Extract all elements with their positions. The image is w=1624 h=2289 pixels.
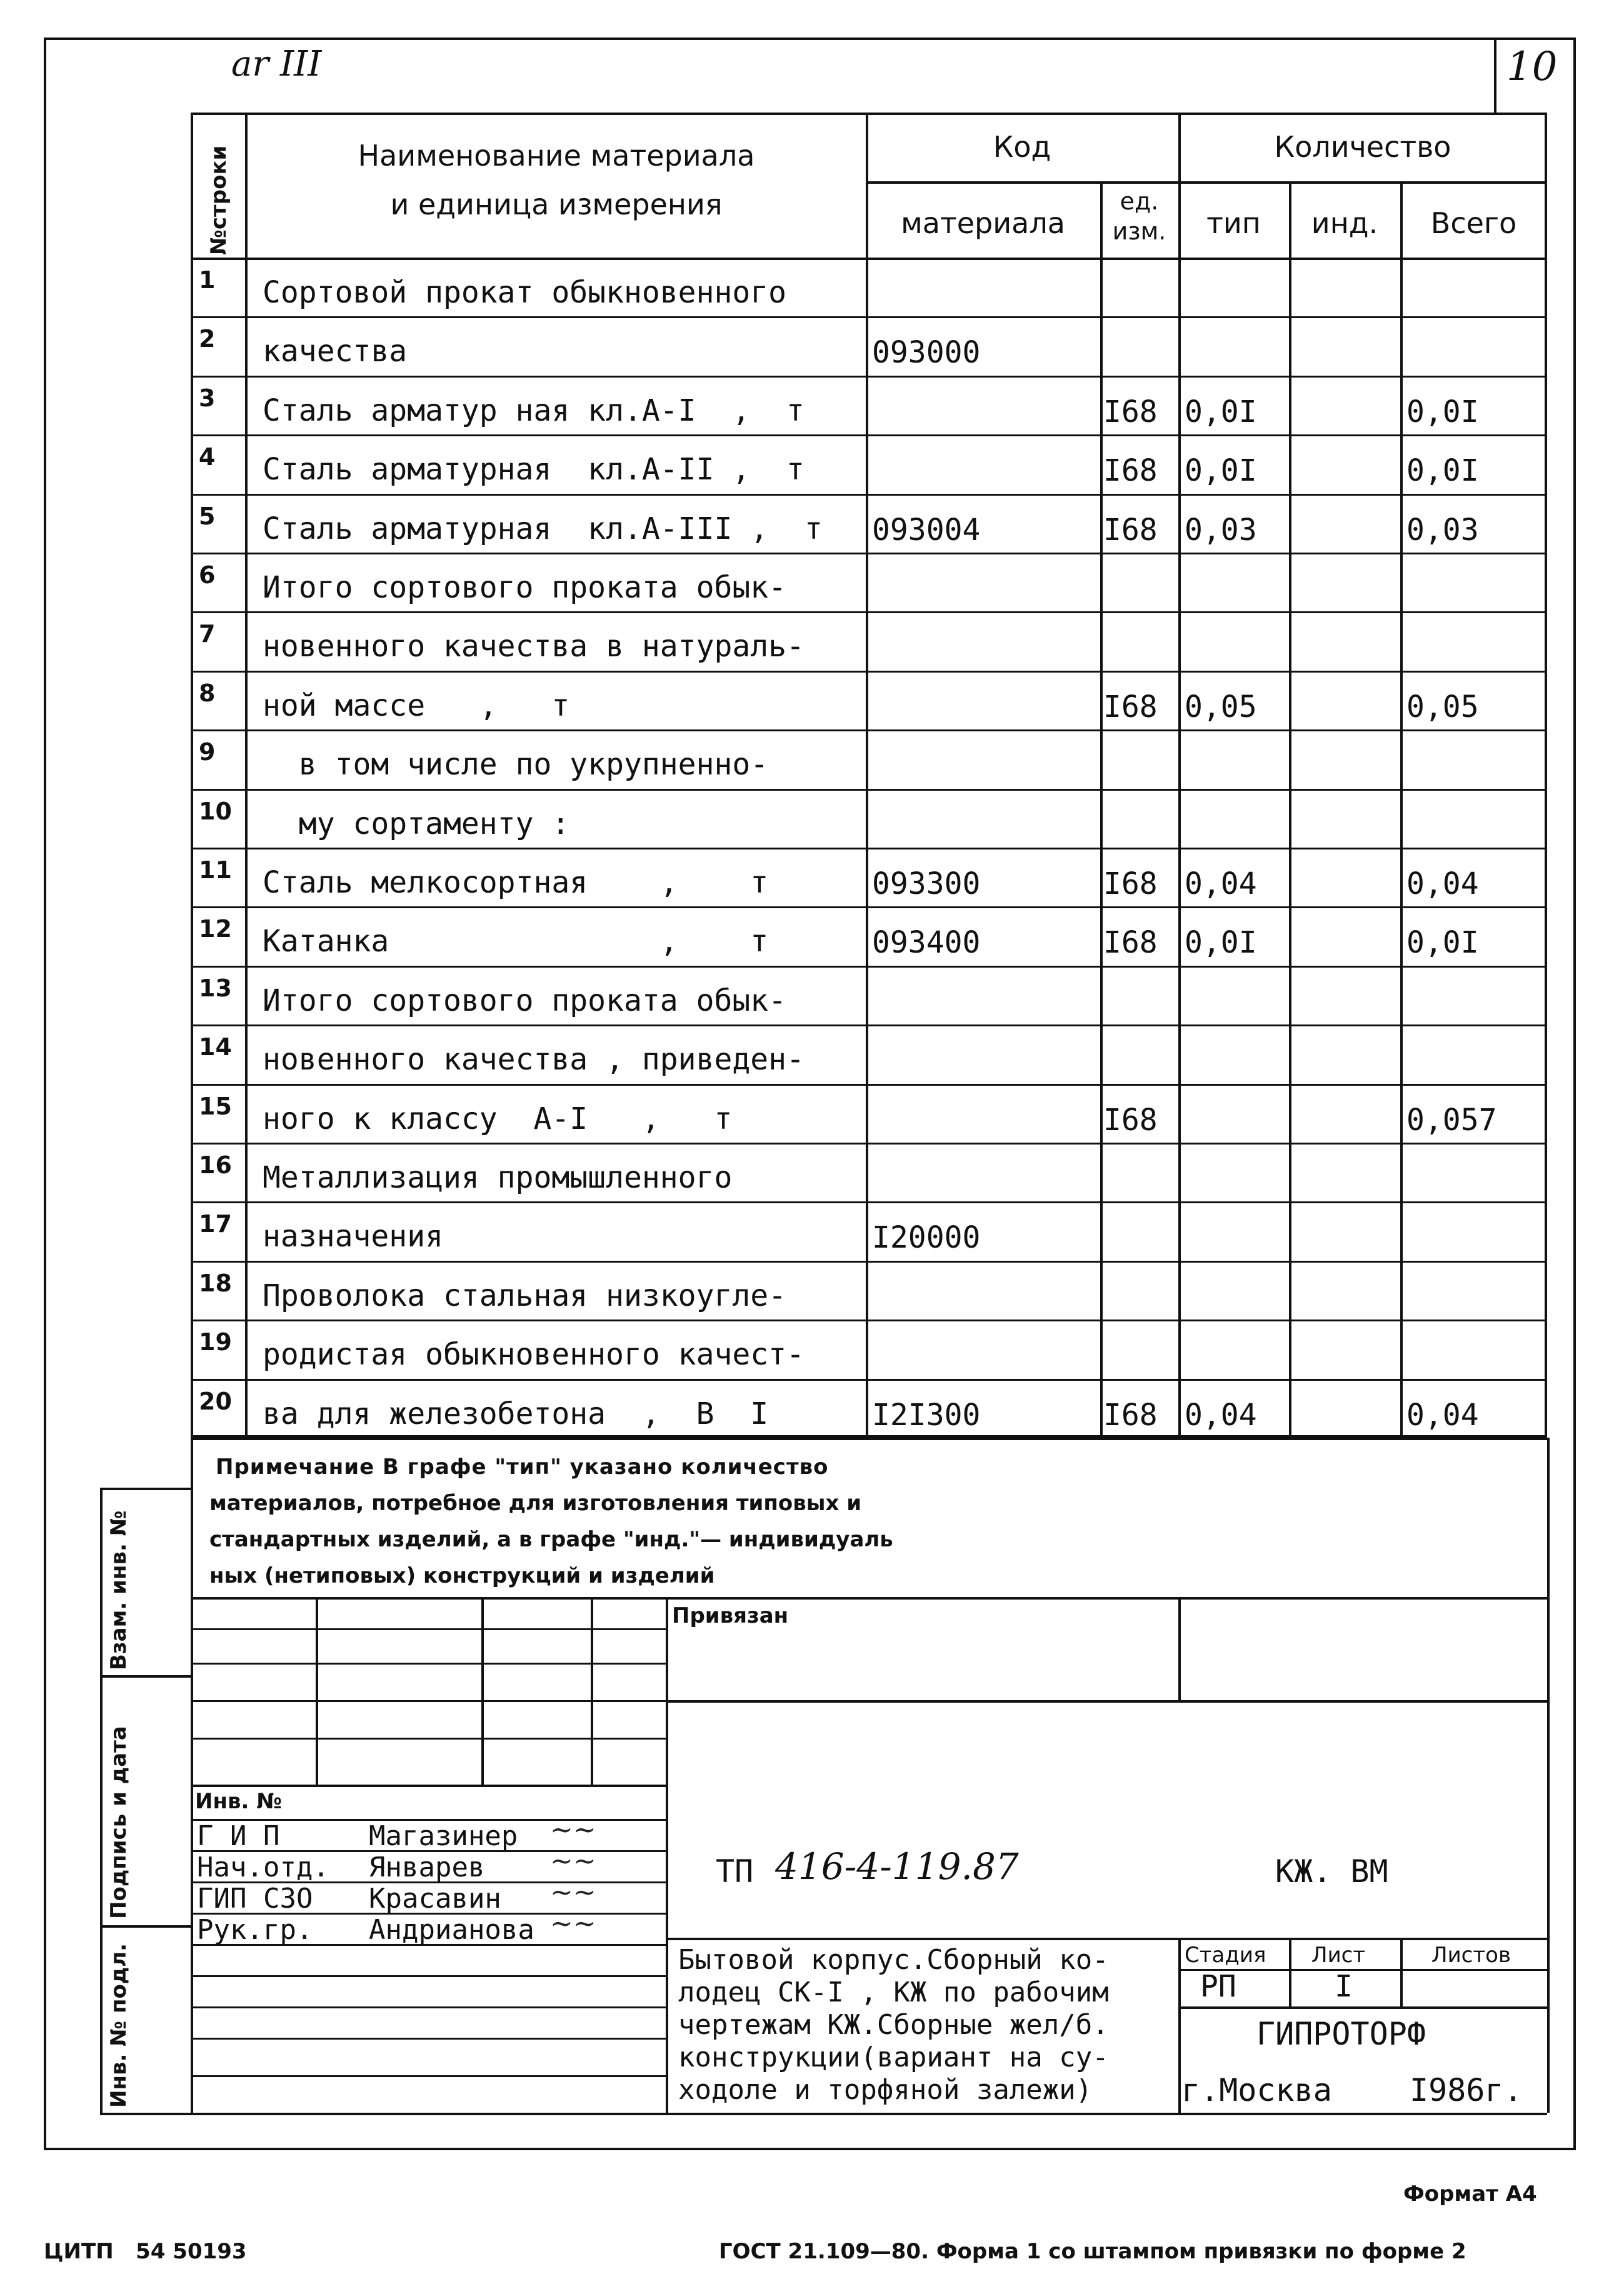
- row-number: 10: [199, 797, 232, 825]
- row-type: 0,04: [1185, 866, 1257, 901]
- stamp-sheet: I: [1335, 1969, 1353, 2004]
- column-header-unit-2: изм.: [1112, 218, 1166, 245]
- row-total: 0,04: [1406, 866, 1479, 901]
- row-divider: [191, 1084, 1547, 1086]
- row-number: 14: [199, 1033, 232, 1061]
- description-line: ходоле и торфяной залежи): [678, 2074, 1093, 2106]
- side-label-inv: Инв. № подл.: [106, 1943, 131, 2108]
- side-label-podpis: Подпись и дата: [106, 1726, 131, 1919]
- note-line-2: материалов, потребное для изготовления типовых и: [209, 1491, 862, 1516]
- row-name: Сталь арматурная кл.А-III , т: [263, 511, 823, 546]
- row-divider: [191, 848, 1547, 849]
- column-header-name-line2: и единица измерения: [390, 188, 723, 221]
- row-divider: [191, 434, 1547, 436]
- row-total: 0,057: [1406, 1102, 1497, 1138]
- column-header-name-line1: Наименование материала: [358, 139, 755, 173]
- row-name: Сталь арматур ная кл.А-I , т: [263, 393, 804, 428]
- row-code: 093400: [872, 925, 981, 961]
- staff-role: Рук.гр.: [197, 1914, 313, 1946]
- stamp-sheets-label: Листов: [1431, 1943, 1511, 1968]
- row-code: 093004: [872, 512, 981, 548]
- row-name: родистая обыкновенного качест-: [263, 1337, 804, 1373]
- footer-left: ЦИТП 54 50193: [44, 2239, 247, 2264]
- row-divider: [191, 671, 1547, 673]
- row-divider: [191, 1320, 1547, 1321]
- row-number: 8: [199, 679, 216, 707]
- note-line-3: стандартных изделий, а в графе "инд."— индивидуаль: [209, 1527, 893, 1552]
- row-name: Сталь арматурная кл.А-II , т: [263, 452, 804, 488]
- row-number: 1: [199, 266, 216, 294]
- row-name: му сортаменту :: [263, 806, 570, 841]
- row-total: 0,04: [1406, 1397, 1479, 1433]
- row-number: 18: [199, 1269, 232, 1297]
- row-type: 0,04: [1185, 1397, 1257, 1433]
- row-name: Итого сортового проката обык-: [263, 570, 787, 605]
- row-number: 12: [199, 915, 232, 943]
- footer-format: Формат А4: [1403, 2181, 1537, 2206]
- staff-name: Андрианова: [369, 1914, 534, 1946]
- stamp-org: ГИПРОТОРФ: [1256, 2016, 1426, 2052]
- description-line: Бытовой корпус.Сборный ко-: [678, 1944, 1109, 1976]
- row-divider: [191, 789, 1547, 791]
- row-total: 0,03: [1406, 512, 1479, 548]
- row-divider: [191, 376, 1547, 378]
- row-name: назначения: [263, 1219, 443, 1255]
- page-number-divider: [1494, 38, 1496, 113]
- column-header-quantity: Количество: [1274, 130, 1451, 164]
- row-total: 0,05: [1406, 689, 1479, 724]
- column-header-ind: инд.: [1311, 206, 1378, 240]
- row-unit: I68: [1103, 512, 1158, 548]
- side-label-vzam: Взам. инв. №: [106, 1510, 131, 1670]
- stamp-doc-prefix: ТП: [716, 1853, 754, 1890]
- row-unit: I68: [1103, 1102, 1158, 1138]
- stamp-stage: РП: [1200, 1969, 1236, 2004]
- corner-mark: ar III: [231, 44, 322, 84]
- staff-name: Красавин: [369, 1883, 501, 1915]
- row-total: 0,0I: [1406, 925, 1479, 961]
- row-name: ной массе , т: [263, 688, 570, 723]
- page-number: 10: [1506, 44, 1558, 90]
- stamp-year: I986г.: [1410, 2072, 1523, 2108]
- row-divider: [191, 1201, 1547, 1203]
- row-number: 6: [199, 561, 216, 589]
- stamp-sheet-label: Лист: [1311, 1943, 1366, 1968]
- row-divider: [191, 553, 1547, 554]
- note-line-4: ных (нетиповых) конструкций и изделий: [209, 1563, 715, 1588]
- row-divider: [191, 729, 1547, 731]
- row-name: Сортовой прокат обыкновенного: [263, 275, 787, 310]
- row-number: 20: [199, 1387, 232, 1415]
- row-number: 9: [199, 738, 216, 766]
- row-divider: [191, 1024, 1547, 1026]
- row-divider: [191, 1379, 1547, 1381]
- row-divider: [191, 1261, 1547, 1263]
- row-number: 19: [199, 1328, 232, 1356]
- row-number: 2: [199, 325, 216, 353]
- stamp-stage-label: Стадия: [1185, 1943, 1266, 1968]
- row-code: I2I300: [872, 1397, 981, 1433]
- column-header-unit-1: ед.: [1120, 188, 1159, 215]
- footer-right: ГОСТ 21.109—80. Форма 1 со штампом привязки по форме 2: [719, 2239, 1466, 2264]
- row-divider: [191, 611, 1547, 613]
- row-number: 4: [199, 443, 216, 471]
- column-header-row-no: №строки: [206, 145, 231, 255]
- row-name: новенного качества в натураль-: [263, 629, 804, 664]
- row-name: в том числе по укрупненно-: [263, 747, 769, 783]
- column-header-material: материала: [901, 206, 1065, 240]
- row-type: 0,0I: [1185, 925, 1257, 961]
- row-name: Итого сортового проката обык-: [263, 983, 787, 1018]
- signature: ~~: [550, 1908, 596, 1940]
- stamp-city: г.Москва: [1181, 2072, 1332, 2108]
- row-name: Катанка , т: [263, 924, 769, 959]
- stamp-privyazan: Привязан: [672, 1603, 789, 1628]
- row-divider: [191, 494, 1547, 496]
- row-number: 13: [199, 974, 232, 1002]
- staff-role: Нач.отд.: [197, 1851, 329, 1883]
- row-type: 0,05: [1185, 689, 1257, 724]
- row-name: ва для железобетона , В I: [263, 1396, 769, 1431]
- row-unit: I68: [1103, 866, 1158, 901]
- row-divider: [191, 966, 1547, 968]
- row-number: 17: [199, 1210, 232, 1238]
- row-number: 11: [199, 856, 232, 884]
- stamp-doc-number: 416-4-119.87: [775, 1845, 1019, 1888]
- row-code: 093300: [872, 866, 981, 901]
- row-divider: [191, 316, 1547, 318]
- signature: ~~: [550, 1845, 596, 1877]
- row-number: 3: [199, 384, 216, 412]
- row-total: 0,0I: [1406, 453, 1479, 489]
- row-code: 093000: [872, 335, 981, 371]
- description-line: чертежам КЖ.Сборные жел/б.: [678, 2009, 1109, 2041]
- staff-name: Магазинер: [369, 1820, 518, 1852]
- row-name: ного к классу А-I , т: [263, 1101, 733, 1136]
- staff-name: Январев: [369, 1851, 485, 1883]
- column-header-code: Код: [993, 130, 1051, 164]
- row-name: новенного качества , приведен-: [263, 1042, 804, 1078]
- description-line: лодец СК-I , КЖ по рабочим: [678, 1976, 1109, 2008]
- signature: ~~: [550, 1876, 596, 1908]
- row-unit: I68: [1103, 689, 1158, 724]
- row-unit: I68: [1103, 1397, 1158, 1433]
- row-type: 0,0I: [1185, 453, 1257, 489]
- signature: ~~: [550, 1814, 596, 1846]
- row-number: 15: [199, 1092, 232, 1120]
- staff-role: Г И П: [197, 1820, 280, 1852]
- row-divider: [191, 1143, 1547, 1144]
- row-name: Металлизация промышленного: [263, 1160, 733, 1195]
- stamp-inv-no: Инв. №: [195, 1789, 283, 1814]
- staff-role: ГИП СЗО: [197, 1883, 313, 1915]
- row-number: 5: [199, 502, 216, 530]
- row-number: 16: [199, 1151, 232, 1179]
- row-type: 0,0I: [1185, 394, 1257, 429]
- row-total: 0,0I: [1406, 394, 1479, 429]
- row-name: Проволока стальная низкоугле-: [263, 1278, 787, 1313]
- description-line: конструкции(вариант на су-: [678, 2041, 1109, 2073]
- row-type: 0,03: [1185, 512, 1257, 548]
- row-name: качества: [263, 334, 408, 369]
- row-number: 7: [199, 620, 216, 648]
- note-line-1: Примечание В графе "тип" указано количество: [216, 1455, 829, 1480]
- row-unit: I68: [1103, 394, 1158, 429]
- column-header-type: тип: [1206, 206, 1261, 240]
- row-unit: I68: [1103, 453, 1158, 489]
- row-divider: [191, 906, 1547, 908]
- row-unit: I68: [1103, 925, 1158, 961]
- stamp-mark: КЖ. ВМ: [1275, 1853, 1388, 1890]
- row-code: I20000: [872, 1220, 981, 1256]
- row-name: Сталь мелкосортная , т: [263, 865, 769, 900]
- column-header-total: Всего: [1430, 206, 1517, 240]
